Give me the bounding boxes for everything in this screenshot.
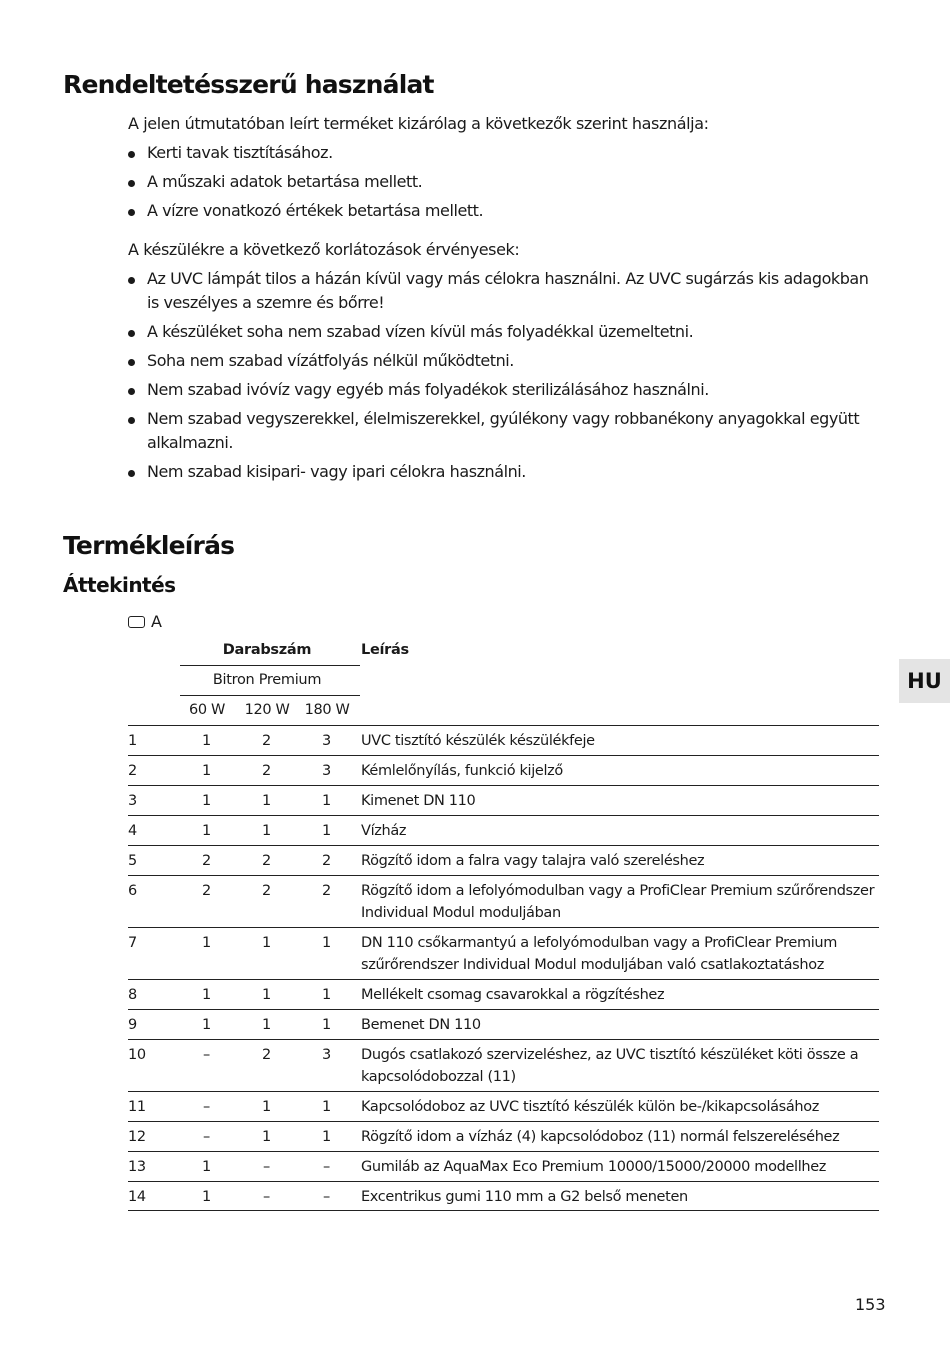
row-description: Bemenet DN 110 [361, 1017, 481, 1033]
bullet-icon [128, 277, 135, 284]
table-row [128, 1039, 879, 1091]
count-60w: 2 [202, 853, 211, 869]
figure-reference [128, 612, 162, 631]
list-item [128, 170, 878, 194]
count-120w: 1 [262, 823, 271, 839]
list-item-text: Nem szabad ivóvíz vagy egyéb más folyadékok sterilizálásához használni. [147, 380, 709, 399]
list-item [128, 141, 878, 165]
table-row [128, 927, 879, 979]
count-120w: 2 [262, 1047, 271, 1063]
bullet-icon [128, 417, 135, 424]
count-180w: 1 [322, 987, 331, 1003]
page-number: 153 [855, 1295, 886, 1314]
count-60w: – [203, 1099, 210, 1115]
count-120w: 2 [262, 763, 271, 779]
row-description: Kapcsolódoboz az UVC tisztító készülék külön be-/kikapcsolásához [361, 1099, 820, 1115]
table-row [128, 1009, 879, 1039]
column-120w: 120 W [244, 702, 290, 718]
row-description: Rögzítő idom a vízház (4) kapcsolódoboz (11) normál felszereléséhez [361, 1129, 840, 1145]
row-description: Mellékelt csomag csavarokkal a rögzítéshez [361, 987, 665, 1003]
bullet-icon [128, 470, 135, 477]
row-description: Vízház [361, 823, 407, 839]
intended-use-list [128, 141, 878, 228]
table-row [128, 875, 879, 927]
count-180w: 2 [322, 853, 331, 869]
row-number: 12 [128, 1129, 146, 1145]
row-description: Rögzítő idom a lefolyómodulban vagy a ProfiClear Premium szűrőrendszer Individual Modul moduljában [361, 883, 875, 921]
list-item [128, 378, 878, 402]
row-number: 4 [128, 823, 137, 839]
list-item [128, 267, 878, 315]
header-count: Darabszám [222, 642, 312, 658]
table-row [128, 845, 879, 875]
row-number: 1 [128, 733, 137, 749]
count-120w: – [263, 1159, 270, 1175]
count-120w: 2 [262, 883, 271, 899]
list-item [128, 407, 878, 455]
row-description: Gumiláb az AquaMax Eco Premium 10000/15000/20000 modellhez [361, 1159, 827, 1175]
table-row [128, 979, 879, 1009]
column-60w: 60 W [189, 702, 225, 718]
header-divider [180, 665, 360, 666]
row-number: 14 [128, 1189, 146, 1205]
list-item-text: Kerti tavak tisztításához. [147, 143, 333, 162]
table-row [128, 1151, 879, 1181]
list-item-text: Nem szabad kisipari- vagy ipari célokra használni. [147, 462, 526, 481]
count-180w: 3 [322, 1047, 331, 1063]
count-120w: 2 [262, 733, 271, 749]
count-180w: – [323, 1189, 330, 1205]
list-item-text: A műszaki adatok betartása mellett. [147, 172, 423, 191]
count-60w: 1 [202, 823, 211, 839]
count-180w: 1 [322, 1099, 331, 1115]
list-item-text: A készüléket soha nem szabad vízen kívül más folyadékkal üzemeltetni. [147, 322, 694, 341]
list-item [128, 349, 878, 373]
count-180w: 1 [322, 1017, 331, 1033]
figure-label: A [151, 612, 162, 631]
table-row [128, 725, 879, 755]
list-item [128, 199, 878, 223]
count-120w: 2 [262, 853, 271, 869]
row-number: 5 [128, 853, 137, 869]
count-120w: – [263, 1189, 270, 1205]
count-120w: 1 [262, 987, 271, 1003]
count-60w: 1 [202, 1189, 211, 1205]
count-120w: 1 [262, 935, 271, 951]
figure-icon [128, 616, 145, 628]
count-180w: 3 [322, 733, 331, 749]
table-row [128, 785, 879, 815]
table-row [128, 1181, 879, 1211]
row-number: 3 [128, 793, 137, 809]
table-row [128, 1091, 879, 1121]
row-description: Kémlelőnyílás, funkció kijelző [361, 763, 563, 779]
count-60w: 1 [202, 987, 211, 1003]
count-60w: 1 [202, 935, 211, 951]
list-item-text: A vízre vonatkozó értékek betartása mellett. [147, 201, 484, 220]
count-120w: 1 [262, 793, 271, 809]
count-60w: 1 [202, 1017, 211, 1033]
count-180w: 1 [322, 823, 331, 839]
count-180w: 3 [322, 763, 331, 779]
count-60w: – [203, 1047, 210, 1063]
row-number: 11 [128, 1099, 146, 1115]
table-row [128, 755, 879, 785]
list-item-text: Soha nem szabad vízátfolyás nélkül működtetni. [147, 351, 514, 370]
count-60w: 1 [202, 793, 211, 809]
bullet-icon [128, 151, 135, 158]
parts-table [128, 725, 879, 1211]
restrictions-intro: A készülékre a következő korlátozások érvényesek: [128, 240, 520, 259]
row-description: UVC tisztító készülék készülékfeje [361, 733, 595, 749]
count-180w: 1 [322, 1129, 331, 1145]
count-60w: 1 [202, 763, 211, 779]
count-60w: – [203, 1129, 210, 1145]
header-description: Leírás [361, 642, 409, 658]
table-row [128, 1121, 879, 1151]
list-item [128, 320, 878, 344]
count-180w: 1 [322, 793, 331, 809]
language-tab: HU [899, 659, 950, 703]
count-60w: 1 [202, 733, 211, 749]
row-description: Excentrikus gumi 110 mm a G2 belső meneten [361, 1189, 688, 1205]
bullet-icon [128, 330, 135, 337]
count-180w: – [323, 1159, 330, 1175]
count-120w: 1 [262, 1017, 271, 1033]
count-120w: 1 [262, 1099, 271, 1115]
bullet-icon [128, 388, 135, 395]
bullet-icon [128, 359, 135, 366]
count-180w: 2 [322, 883, 331, 899]
row-number: 13 [128, 1159, 146, 1175]
row-number: 10 [128, 1047, 146, 1063]
subsection-title-overview: Áttekintés [63, 573, 176, 597]
count-60w: 2 [202, 883, 211, 899]
header-divider [180, 695, 360, 696]
row-number: 8 [128, 987, 137, 1003]
bullet-icon [128, 180, 135, 187]
bullet-icon [128, 209, 135, 216]
count-120w: 1 [262, 1129, 271, 1145]
count-60w: 1 [202, 1159, 211, 1175]
row-number: 2 [128, 763, 137, 779]
section-title-product-description: Termékleírás [63, 531, 235, 560]
intended-use-intro: A jelen útmutatóban leírt terméket kizárólag a következők szerint használja: [128, 114, 709, 133]
row-number: 9 [128, 1017, 137, 1033]
list-item-text: Nem szabad vegyszerekkel, élelmiszerekkel, gyúlékony vagy robbanékony anyagokkal együtt alkalmazni. [147, 409, 860, 452]
row-description: DN 110 csőkarmantyú a lefolyómodulban vagy a ProfiClear Premium szűrőrendszer Individual Modul moduljában való csatlakoztatáshoz [361, 935, 838, 973]
row-description: Rögzítő idom a falra vagy talajra való szereléshez [361, 853, 705, 869]
column-180w: 180 W [304, 702, 350, 718]
restrictions-list [128, 267, 878, 489]
row-description: Dugós csatlakozó szervizeléshez, az UVC tisztító készüléket köti össze a kapcsolódobozzal (11) [361, 1047, 859, 1085]
row-number: 7 [128, 935, 137, 951]
section-title-intended-use: Rendeltetésszerű használat [63, 70, 434, 99]
header-product: Bitron Premium [212, 672, 322, 688]
list-item [128, 460, 878, 484]
table-row [128, 815, 879, 845]
row-description: Kimenet DN 110 [361, 793, 476, 809]
row-number: 6 [128, 883, 137, 899]
count-180w: 1 [322, 935, 331, 951]
list-item-text: Az UVC lámpát tilos a házán kívül vagy más célokra használni. Az UVC sugárzás kis adagokban is veszélyes a szemre és bőrre! [147, 269, 869, 312]
